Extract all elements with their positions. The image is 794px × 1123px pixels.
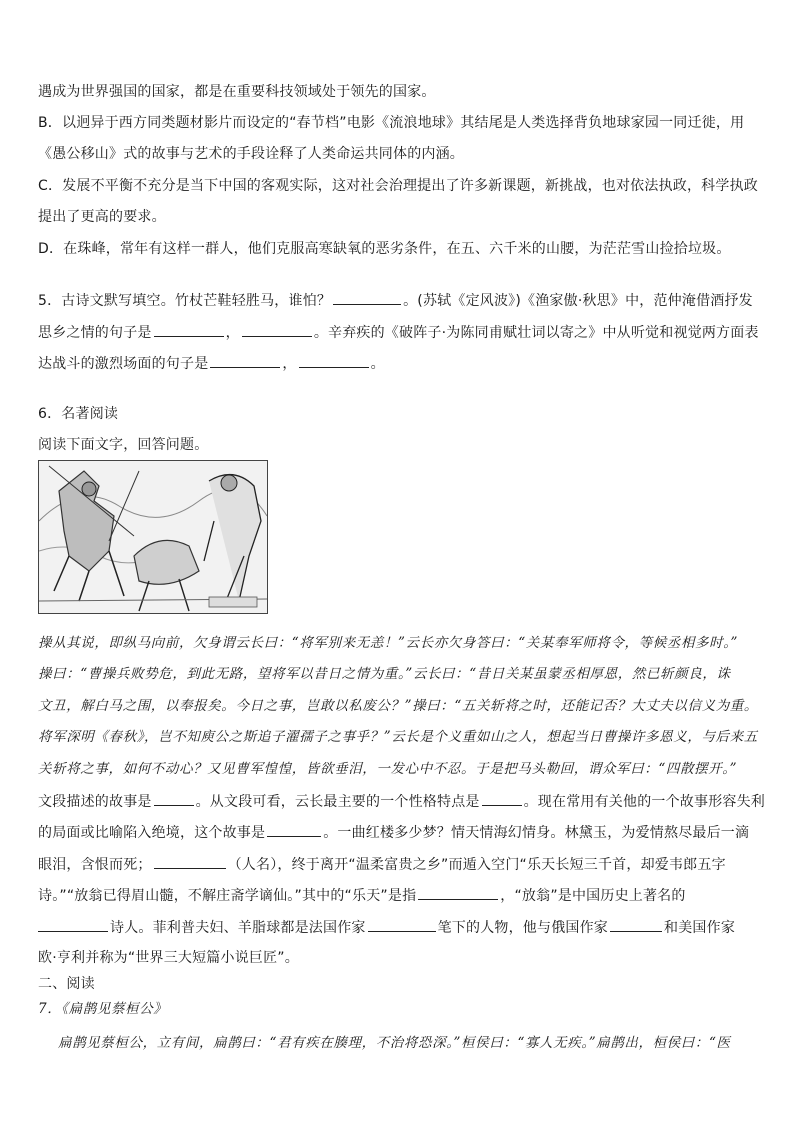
q6-question-line4: [38, 885, 686, 906]
q5-text: 思乡之情的句子是: [38, 325, 152, 341]
answer-blank[interactable]: [154, 322, 224, 337]
q7-title: 7．《扁鹊见蔡桓公》: [38, 1001, 168, 1017]
q6-text: 和美国作家: [664, 920, 736, 936]
q4-option-d: D．在珠峰，常年有这样一群人，他们克服高寒缺氧的恶劣条件，在五、六千米的山腰，为茫茫雪山捡拾垃圾。: [38, 241, 731, 257]
q6-text: 笔下的人物，他与俄国作家: [437, 920, 609, 936]
answer-blank[interactable]: [368, 917, 436, 932]
answer-blank[interactable]: [299, 353, 369, 368]
answer-blank[interactable]: [418, 885, 498, 900]
q6-text: 。从文段可看，云长最主要的一个性格特点是: [195, 794, 480, 810]
q6-question-line5: [38, 917, 735, 938]
answer-blank[interactable]: [38, 917, 108, 932]
answer-blank[interactable]: [610, 917, 662, 932]
q5-text: ，: [225, 325, 240, 341]
answer-blank[interactable]: [267, 822, 321, 837]
q6-text: 眼泪，含恨而死；: [38, 857, 152, 873]
q4-option-b-line1: B．以迥异于西方同类题材影片而设定的“春节档”电影《流浪地球》其结尾是人类选择背负地球家园一同迁徙，用: [38, 115, 745, 131]
q6-text: 。一曲红楼多少梦？情天情海幻情身。林黛玉，为爱情熬尽最后一滴: [323, 825, 750, 841]
q5-text: 。辛弃疾的《破阵子·为陈同甫赋壮词以寄之》中从听觉和视觉两方面表: [313, 325, 759, 341]
q6-question-line3: [38, 854, 726, 875]
q5-text: 达战斗的激烈场面的句子是: [38, 356, 209, 372]
q5-line2: [38, 322, 759, 343]
answer-blank[interactable]: [210, 353, 280, 368]
q5-text: ，: [282, 356, 297, 372]
section-title: 二、阅读: [38, 976, 95, 992]
passage-line: 关斩将之事，如何不动心？又见曹军惶惶，皆欲垂泪，一发心中不忍。于是把马头勒回，谓众军曰：“四散摆开。”: [38, 761, 738, 777]
q5-line3: [38, 353, 385, 374]
answer-blank[interactable]: [333, 290, 401, 305]
q6-question-line1: [38, 791, 765, 812]
q6-text: ，“放翁”是中国历史上著名的: [500, 888, 686, 904]
q4-option-c-line2: 提出了更高的要求。: [38, 209, 166, 225]
q6-text: 的局面或比喻陷入绝境，这个故事是: [38, 825, 266, 841]
q5-text: 。: [370, 356, 385, 372]
story-illustration: [38, 460, 268, 614]
q7-text: 扁鹊见蔡桓公，立有间，扁鹊曰：“君有疾在腠理，不治将恐深。”桓侯曰：“寡人无疾。”扁鹊出，桓侯曰：“医: [58, 1035, 731, 1051]
answer-blank[interactable]: [154, 791, 194, 806]
q5-text: 5．古诗文默写填空。竹杖芒鞋轻胜马，谁怕？: [38, 293, 332, 309]
answer-blank[interactable]: [482, 791, 522, 806]
q4-option-b-line2: 《愚公移山》式的故事与艺术的手段诠释了人类命运共同体的内涵。: [38, 146, 464, 162]
q5-line1: [38, 290, 753, 311]
q6-text: （人名），终于离开“温柔富贵之乡”而遁入空门“乐天长短三千首，却爱韦郎五字: [227, 857, 726, 873]
q6-question-line2: [38, 822, 749, 843]
answer-blank[interactable]: [242, 322, 312, 337]
passage-line: 操从其说，即纵马向前，欠身谓云长曰：“将军别来无恙！”云长亦欠身答曰：“关某奉军师将令，等候丞相多时。”: [38, 635, 739, 651]
q5-text: 。(苏轼《定风波》)《渔家傲·秋思》中，范仲淹借酒抒发: [403, 293, 753, 309]
q6-text: 。现在常用有关他的一个故事形容失利: [523, 794, 766, 810]
q4-option-c-line1: C．发展不平衡不充分是当下中国的客观实际，这对社会治理提出了许多新课题，新挑战，也对依法执政，科学执政: [38, 178, 758, 194]
passage-line: 将军深明《春秋》，岂不知庾公之斯追子濯孺子之事乎？”云长是个义重如山之人，想起当日曹操许多恩义，与后来五: [38, 729, 758, 745]
q6-text: 文段描述的故事是: [38, 794, 152, 810]
passage-line: 文丑，解白马之围，以奉报矣。今日之事，岂敢以私废公？”操曰：“五关斩将之时，还能记否？大丈夫以信义为重。: [38, 698, 759, 714]
q6-text: 诗。”“放翁已得眉山髓，不解庄斋学谪仙。”其中的“乐天”是指: [38, 888, 417, 904]
q6-title: 6．名著阅读: [38, 406, 119, 422]
passage-line: 操曰：“曹操兵败势危，到此无路，望将军以昔日之情为重。”云长曰：“昔日关某虽蒙丞相厚恩，然已斩颜良，诛: [38, 666, 731, 682]
q6-instruction: 阅读下面文字，回答问题。: [38, 437, 209, 453]
answer-blank[interactable]: [154, 854, 226, 869]
q6-question-line6: 欧·亨利并称为“世界三大短篇小说巨匠”。: [38, 950, 299, 966]
q6-text: 诗人。菲利普夫妇、羊脂球都是法国作家: [110, 920, 366, 936]
q4-option-a-tail: 遇成为世界强国的国家，都是在重要科技领域处于领先的国家。: [38, 84, 436, 100]
